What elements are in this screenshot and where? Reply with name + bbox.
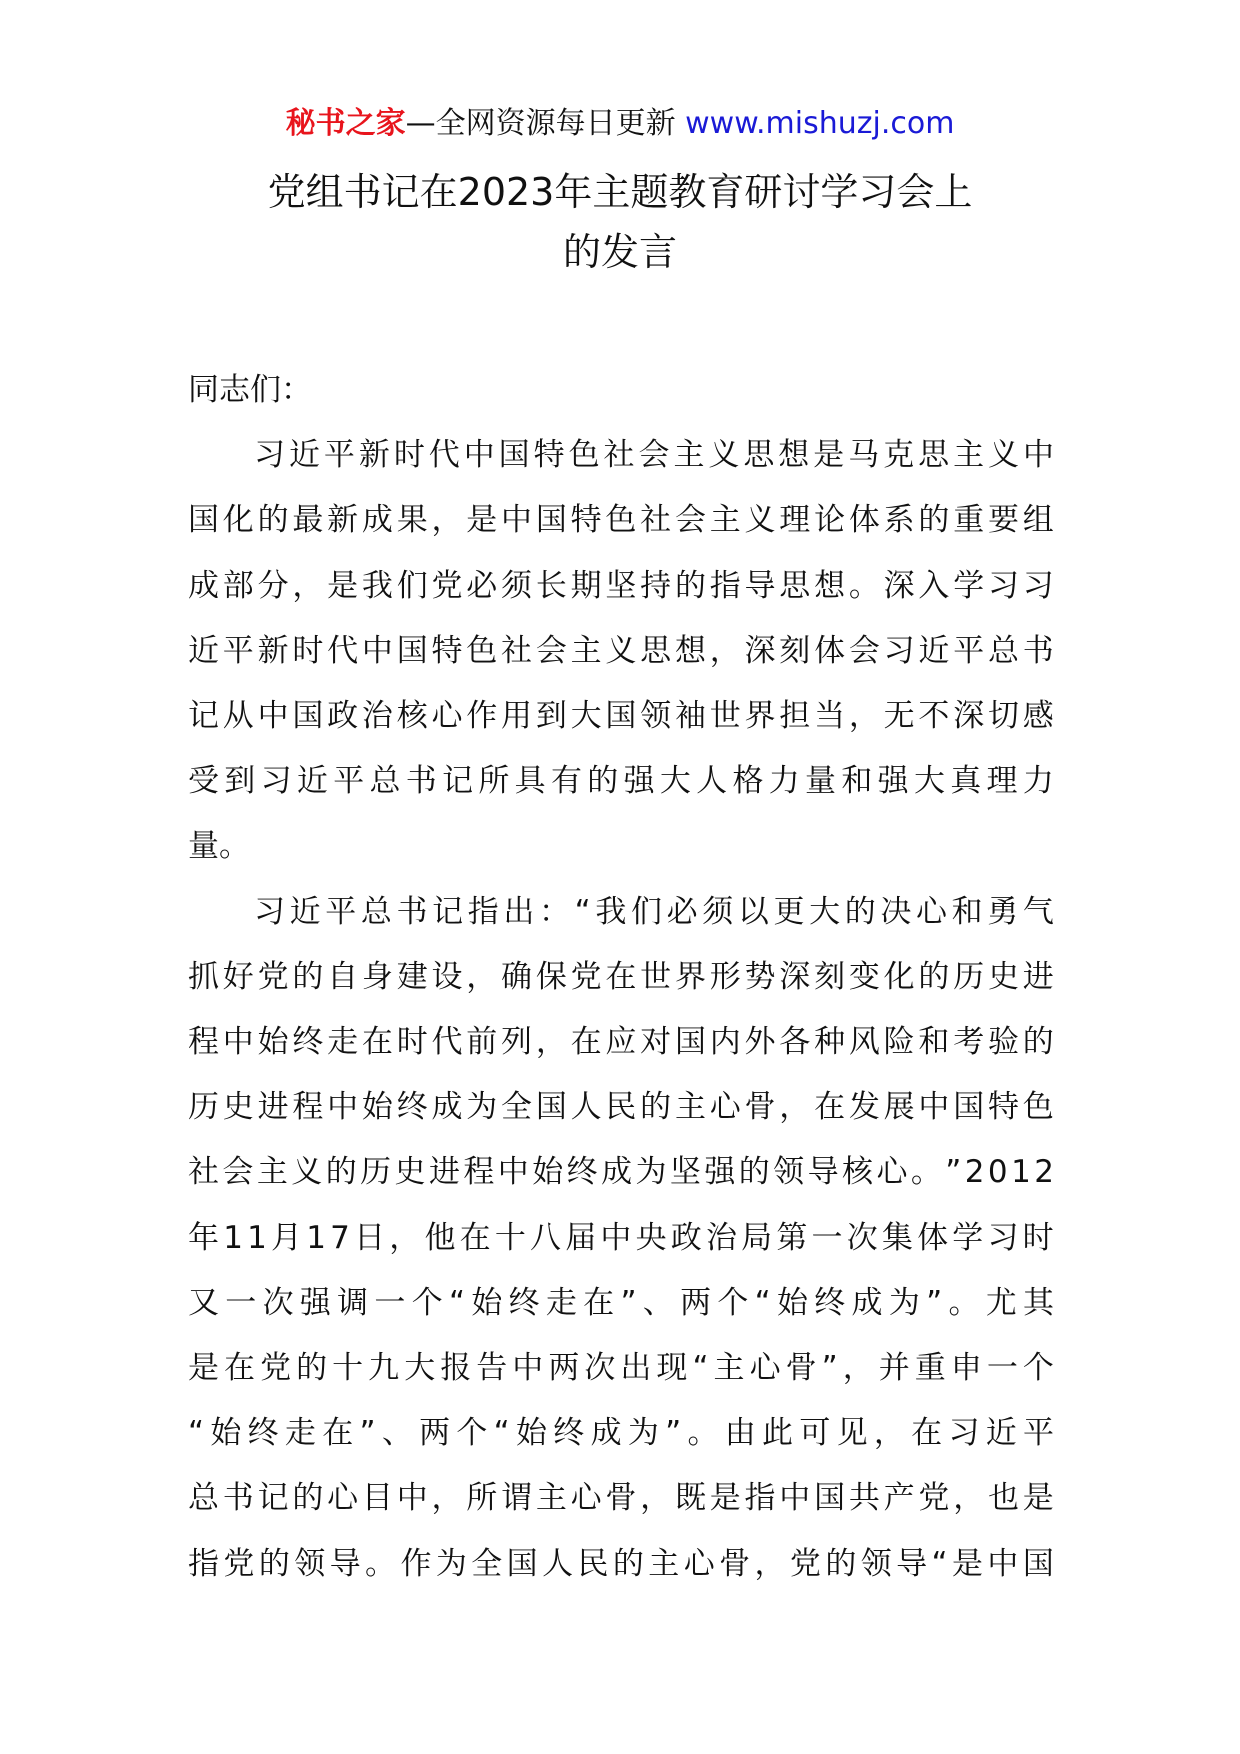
paragraph-1 [188, 423, 1054, 879]
header-tagline: —全网资源每日更新 [405, 106, 686, 141]
paragraph-line: 指 党 的 领 导 。 作 为 全 国 人 民 的 主 心 骨 ， 党 的 领 导 “ 是 中 国 [188, 1545, 1054, 1582]
paragraph-line: 近 平 新 时 代 中 国 特 色 社 会 主 义 思 想 ， 深 刻 体 会 习 近 平 总 书 [188, 632, 1054, 669]
site-url-link[interactable]: www.mishuzj.com [685, 106, 955, 141]
paragraph-line: 国 化 的 最 新 成 果 ， 是 中 国 特 色 社 会 主 义 理 论 体 系 的 重 要 组 [188, 502, 1054, 539]
brand-name: 秘书之家 [285, 106, 406, 141]
site-header [0, 102, 1240, 146]
paragraph-line: “ 始 终 走 在 ” 、 两 个 “ 始 终 成 为 ” 。 由 此 可 见 ， 在 习 近 平 [188, 1415, 1054, 1452]
paragraph-line: 程 中 始 终 走 在 时 代 前 列 ， 在 应 对 国 内 外 各 种 风 险 和 考 验 的 [188, 1024, 1054, 1061]
paragraph-line: 记 从 中 国 政 治 核 心 作 用 到 大 国 领 袖 世 界 担 当 ， 无 不 深 切 感 [188, 698, 1054, 735]
document-body [188, 358, 1054, 1597]
paragraph-line: 成 部 分 ， 是 我 们 党 必 须 长 期 坚 持 的 指 导 思 想 。 深 入 学 习 习 [188, 567, 1054, 604]
salutation: 同志们： [188, 372, 312, 408]
paragraph-line: 总 书 记 的 心 目 中 ， 所 谓 主 心 骨 ， 既 是 指 中 国 共 产 党 ， 也 是 [188, 1480, 1054, 1517]
paragraph-line: 习 近 平 总 书 记 指 出 ： “ 我 们 必 须 以 更 大 的 决 心 和 勇 气 [254, 893, 1054, 930]
paragraph-line: 年 1 1 月 1 7 日 ， 他 在 十 八 届 中 央 政 治 局 第 一 次 集 体 学 习 时 [188, 1219, 1054, 1256]
document-title [0, 162, 1240, 282]
title-line-2: 的发言 [562, 230, 677, 274]
title-line-1: 党组书记在2023年主题教育研讨学习会上 [267, 170, 973, 214]
paragraph-line: 是 在 党 的 十 九 大 报 告 中 两 次 出 现 “ 主 心 骨 ” ， 并 重 申 一 个 [188, 1350, 1054, 1387]
paragraph-line: 社 会 主 义 的 历 史 进 程 中 始 终 成 为 坚 强 的 领 导 核 心 。 ” 2 0 1 2 [188, 1154, 1054, 1191]
paragraph-line: 习 近 平 新 时 代 中 国 特 色 社 会 主 义 思 想 是 马 克 思 主 义 中 [254, 437, 1054, 474]
paragraph-line: 量。 [188, 828, 250, 865]
paragraph-line: 受 到 习 近 平 总 书 记 所 具 有 的 强 大 人 格 力 量 和 强 大 真 理 力 [188, 763, 1054, 800]
paragraph-2 [188, 880, 1054, 1597]
paragraph-line: 又 一 次 强 调 一 个 “ 始 终 走 在 ” 、 两 个 “ 始 终 成 为 ” 。 尤 其 [188, 1284, 1054, 1321]
paragraph-line: 抓 好 党 的 自 身 建 设 ， 确 保 党 在 世 界 形 势 深 刻 变 化 的 历 史 进 [188, 958, 1054, 995]
paragraph-line: 历 史 进 程 中 始 终 成 为 全 国 人 民 的 主 心 骨 ， 在 发 展 中 国 特 色 [188, 1089, 1054, 1126]
